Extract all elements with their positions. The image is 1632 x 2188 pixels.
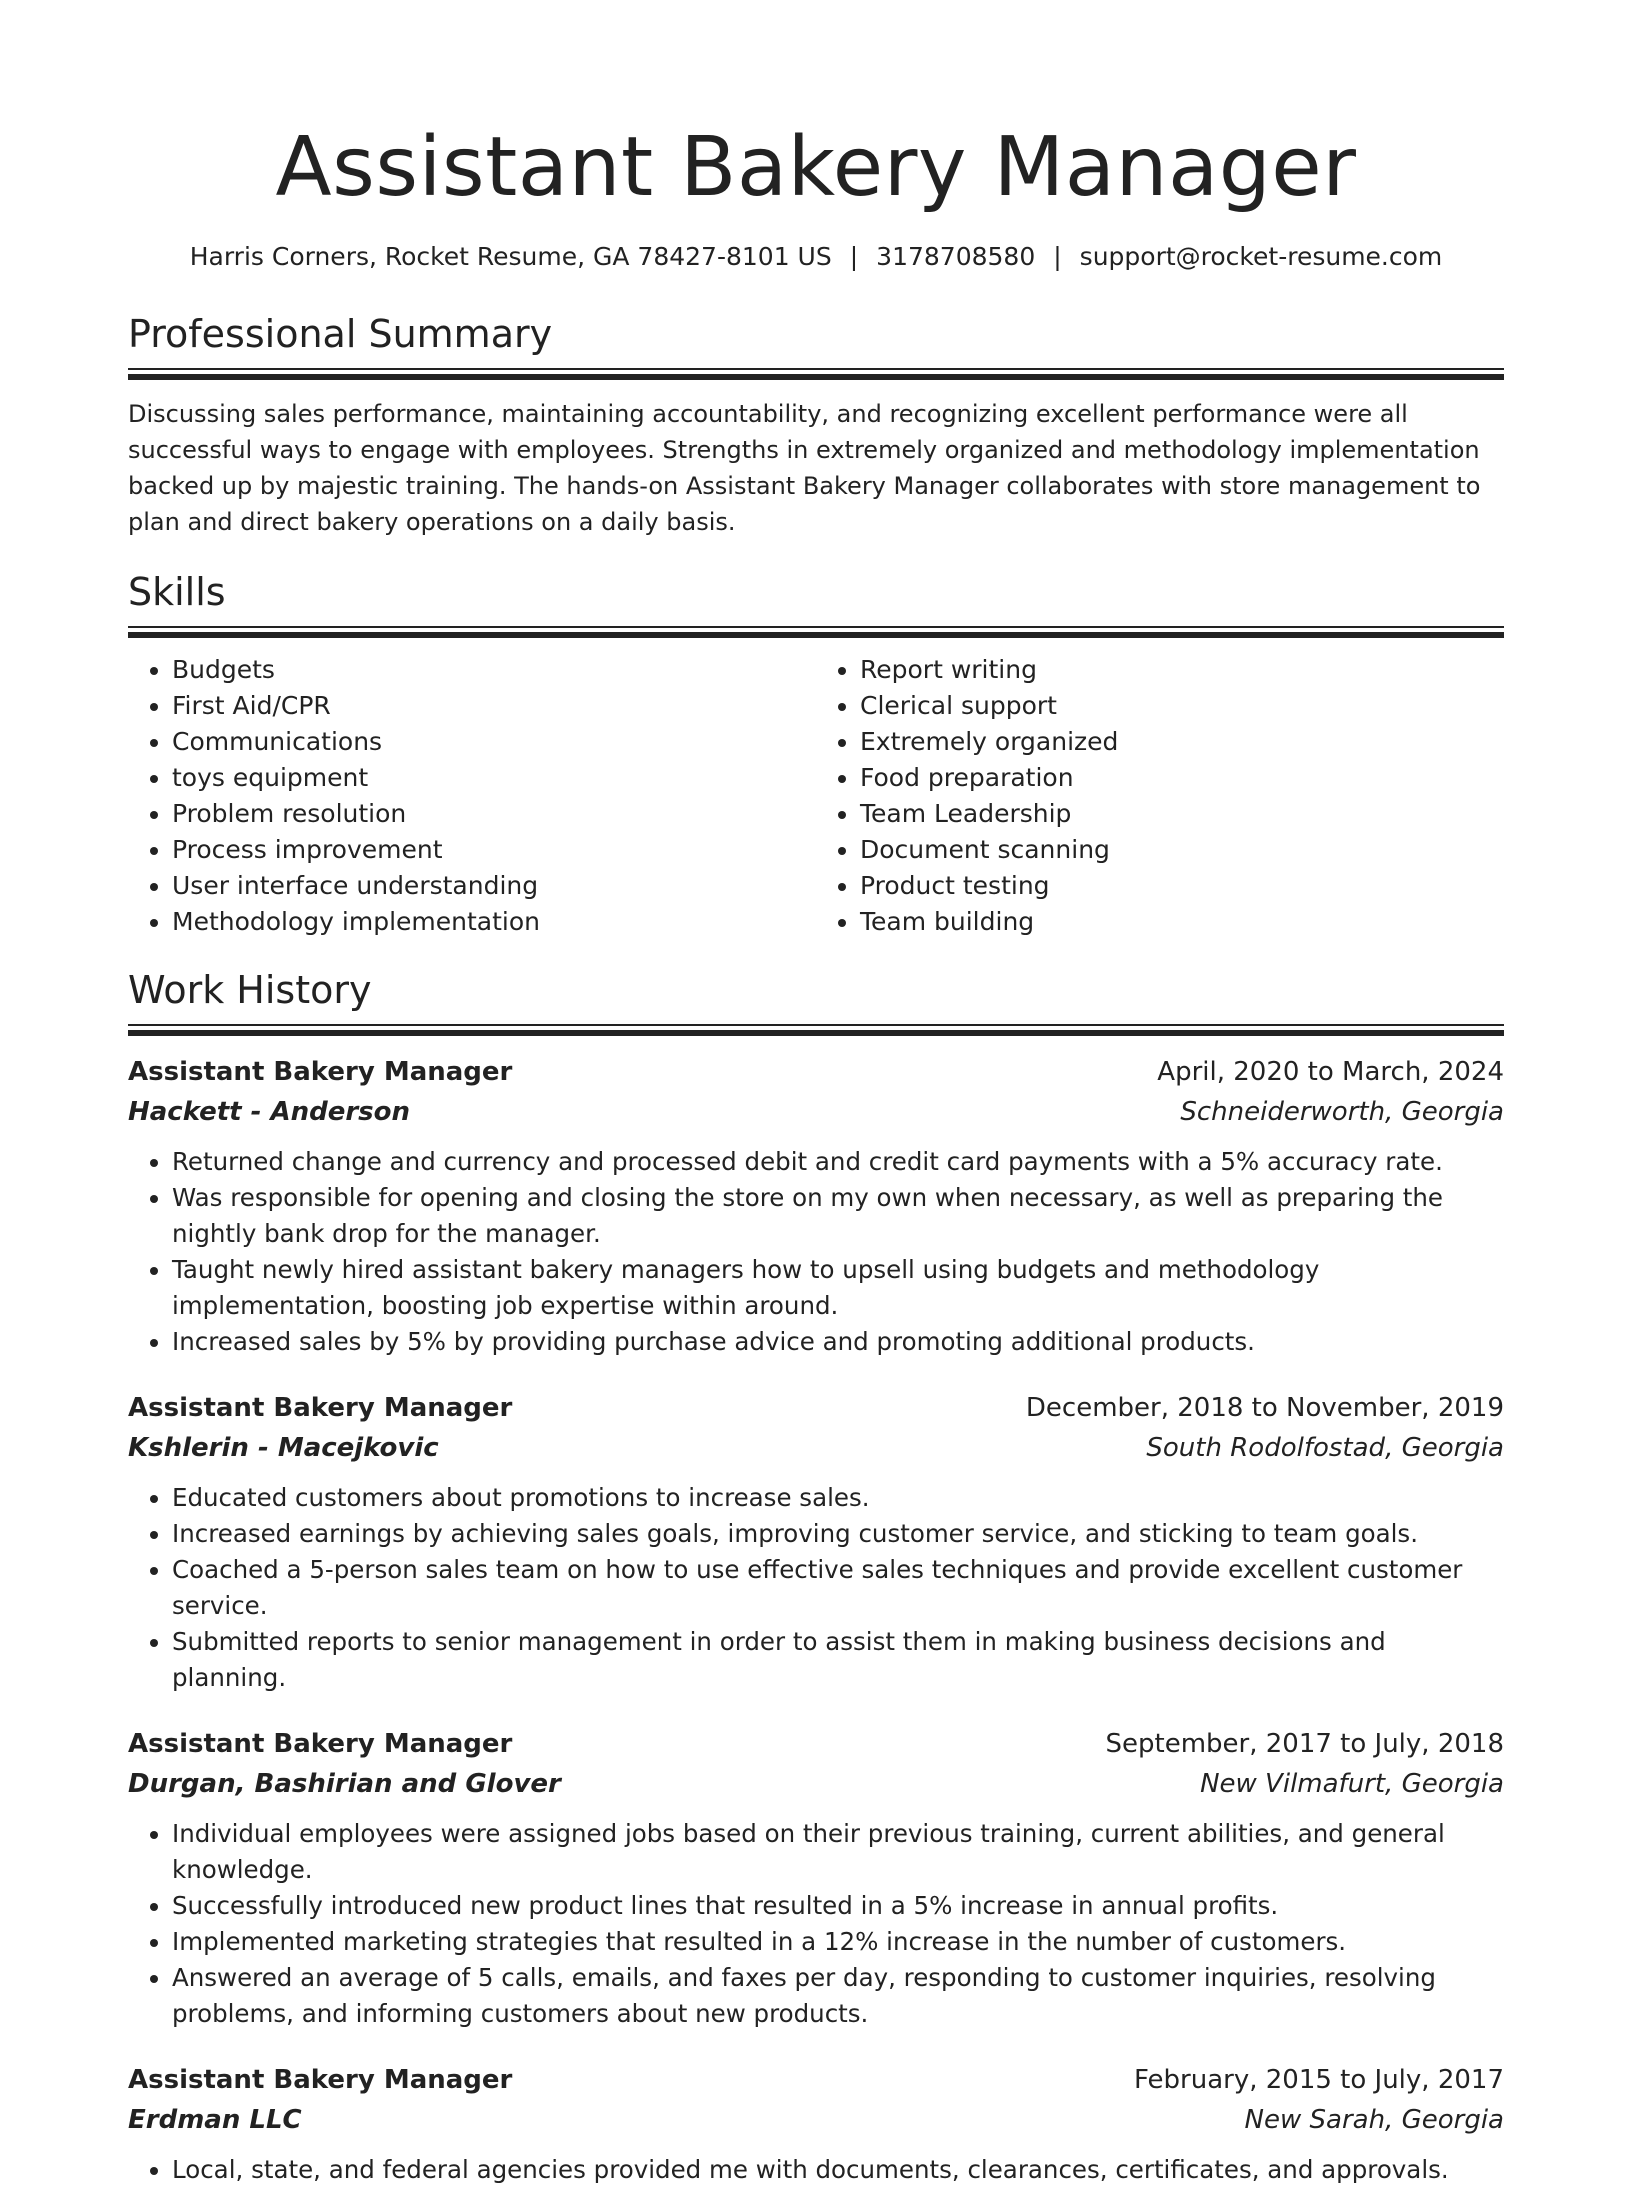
skill-item: • Food preparation	[860, 760, 1504, 796]
skill-item: • Document scanning	[860, 832, 1504, 868]
job-location: South Rodolfostad, Georgia	[1146, 1433, 1504, 1463]
job-entry	[128, 1724, 1504, 2032]
section-heading-work-history: Work History	[128, 968, 372, 1012]
job-location: New Vilmafurt, Georgia	[1200, 1769, 1504, 1799]
contact-line	[128, 240, 1504, 274]
phone: 3178708580	[876, 242, 1036, 271]
section-divider	[128, 1024, 1504, 1036]
job-location: New Sarah, Georgia	[1244, 2105, 1504, 2135]
job-dates: February, 2015 to July, 2017	[1134, 2065, 1504, 2095]
skill-item: • User interface understanding	[172, 868, 816, 904]
section-heading-skills: Skills	[128, 570, 226, 614]
skill-item: • toys equipment	[172, 760, 816, 796]
job-entry	[128, 1388, 1504, 1696]
job-title: Assistant Bakery Manager	[128, 1057, 513, 1087]
skill-item: • Team building	[860, 904, 1504, 940]
section-divider	[128, 626, 1504, 638]
job-bullets	[128, 1480, 1504, 1696]
skill-item: • First Aid/CPR	[172, 688, 816, 724]
skill-item: • Team Leadership	[860, 796, 1504, 832]
address: Harris Corners, Rocket Resume, GA 78427-8101 US	[189, 242, 832, 271]
job-bullet: • Increased earnings by achieving sales goals, improving customer service, and sticking to team goals.	[172, 1516, 1504, 1552]
job-bullet: • Submitted reports to senior management in order to assist them in making business decisions and planning.	[172, 1624, 1504, 1696]
job-bullet: • Returned change and currency and processed debit and credit card payments with a 5% accuracy rate.	[172, 1144, 1504, 1180]
job-entry	[128, 2060, 1504, 2188]
job-bullets	[128, 1816, 1504, 2032]
skill-item: • Methodology implementation	[172, 904, 816, 940]
section-heading-summary: Professional Summary	[128, 312, 553, 356]
job-bullet: • Taught newly hired assistant bakery managers how to upsell using budgets and methodology implementation, boosting job expertise within around.	[172, 1252, 1504, 1324]
skills-column-right	[816, 652, 1504, 940]
company-name: Kshlerin - Macejkovic	[128, 1433, 439, 1463]
skills-list	[128, 652, 1504, 940]
job-dates: September, 2017 to July, 2018	[1105, 1729, 1504, 1759]
job-bullet: • Individual employees were assigned jobs based on their previous training, current abilities, and general knowledge.	[172, 1816, 1504, 1888]
skill-item: • Product testing	[860, 868, 1504, 904]
skill-item: • Problem resolution	[172, 796, 816, 832]
job-entry	[128, 1052, 1504, 1360]
skill-item: • Report writing	[860, 652, 1504, 688]
job-bullet: • Local, state, and federal agencies provided me with documents, clearances, certificates, and approvals.	[172, 2152, 1504, 2188]
job-bullet: • Increased sales by 5% by providing purchase advice and promoting additional products.	[172, 1324, 1504, 1360]
skill-item: • Process improvement	[172, 832, 816, 868]
resume-title: Assistant Bakery Manager	[275, 120, 1357, 215]
skill-item: • Budgets	[172, 652, 816, 688]
skills-column-left	[128, 652, 816, 940]
skill-item: • Clerical support	[860, 688, 1504, 724]
separator: |	[849, 242, 859, 271]
company-name: Erdman LLC	[128, 2105, 302, 2135]
job-bullet: • Was responsible for opening and closing the store on my own when necessary, as well as preparing the nightly bank drop for the manager.	[172, 1180, 1504, 1252]
summary-text: Discussing sales performance, maintaining accountability, and recognizing excellent performance were all successful ways to engage with employees. Strengths in extremely organized and methodology implementation backed up by majestic training. The hands-on Assistant Bakery Manager collaborates with store management to plan and direct bakery operations on a daily basis.	[128, 400, 1481, 536]
job-title: Assistant Bakery Manager	[128, 2065, 513, 2095]
separator: |	[1053, 242, 1062, 271]
job-bullet: • Educated customers about promotions to increase sales.	[172, 1480, 1504, 1516]
job-bullet: • Successfully introduced new product lines that resulted in a 5% increase in annual profits.	[172, 1888, 1504, 1924]
job-bullet: • Answered an average of 5 calls, emails, and faxes per day, responding to customer inquiries, resolving problems, and informing customers about new products.	[172, 1960, 1504, 2032]
job-dates: December, 2018 to November, 2019	[1025, 1393, 1504, 1423]
job-bullet: • Implemented marketing strategies that resulted in a 12% increase in the number of customers.	[172, 1924, 1504, 1960]
section-divider	[128, 368, 1504, 380]
job-title: Assistant Bakery Manager	[128, 1729, 513, 1759]
skill-item: • Communications	[172, 724, 816, 760]
company-name: Durgan, Bashirian and Glover	[128, 1769, 561, 1799]
job-bullets	[128, 2152, 1504, 2188]
job-bullets	[128, 1144, 1504, 1360]
skill-item: • Extremely organized	[860, 724, 1504, 760]
job-dates: April, 2020 to March, 2024	[1157, 1057, 1504, 1087]
company-name: Hackett - Anderson	[128, 1097, 411, 1127]
skills-section	[128, 570, 1504, 940]
summary-section	[128, 312, 1504, 540]
job-location: Schneiderworth, Georgia	[1180, 1097, 1504, 1127]
job-bullet: • Coached a 5-person sales team on how to use effective sales techniques and provide excellent customer service.	[172, 1552, 1504, 1624]
work-history-section	[128, 968, 1504, 2188]
job-title: Assistant Bakery Manager	[128, 1393, 513, 1423]
email: support@rocket-resume.com	[1079, 242, 1443, 271]
